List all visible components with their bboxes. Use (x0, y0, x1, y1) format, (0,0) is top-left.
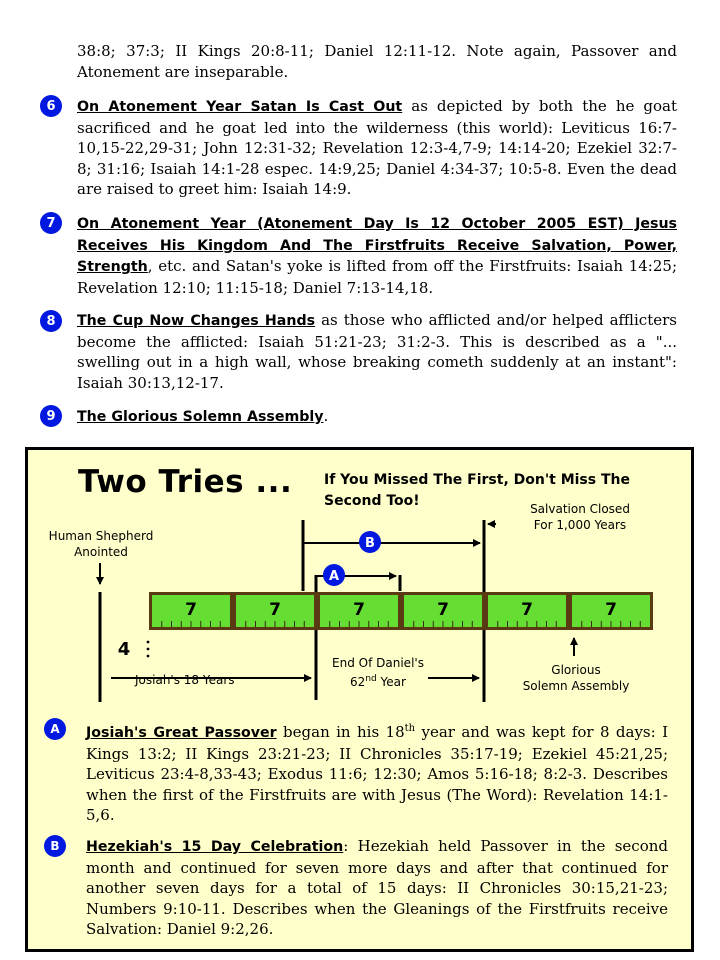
dot (147, 641, 150, 644)
shepherd-label: Human Shepherd Anointed (48, 529, 154, 559)
block-label: 7 (605, 600, 617, 620)
block-label: 7 (437, 600, 449, 620)
intro-paragraph (77, 41, 677, 82)
item-number-badge: 8 (40, 310, 62, 332)
item-text: as depicted by both the he goat sacrificed and he goat led into the wilderness (this world): Leviticus 16:7-10,15-22,29-31; John 12:31-32; Revelation 12:3-4,7-9; 14:14-20; Ezekiel 32:7-8; 31:16; Isaiah 14:1-28 espec. 14:9,25; Daniel 4:34-37; 10:5-8. Even the dead are raised to greet him: Isaiah 14:9. (77, 97, 677, 199)
daniel-year-label: End Of Daniel's 62nd Year (332, 656, 424, 689)
item-heading: On Atonement Year Satan Is Cast Out (77, 99, 403, 115)
item-heading: The Glorious Solemn Assembly (77, 409, 324, 425)
item-number-badge: 7 (40, 212, 62, 234)
item-number-badge: 6 (40, 95, 62, 117)
item-heading: On Atonement Year (Atonement Day Is 12 October 2005 EST) Jesus Receives His Kingdom And The Firstfruits Receive Salvation, Power, Strength (77, 216, 677, 276)
marker-a-label: A (328, 569, 340, 584)
block-label: 7 (353, 600, 365, 620)
item-paragraph (77, 213, 677, 298)
note-a-badge: A (44, 718, 66, 740)
item-number-badge: 9 (40, 405, 62, 427)
item-text: , etc. and Satan's yoke is lifted from off the Firstfruits: Isaiah 14:25; Revelation 12:10; 11:15-18; Daniel 7:13-14,18. (77, 257, 677, 297)
item-paragraph (77, 310, 677, 393)
item-paragraph (77, 406, 677, 428)
block-label: 7 (185, 600, 197, 620)
item-heading: The Cup Now Changes Hands (77, 313, 316, 329)
salvation-closed-label: Salvation Closed For 1,000 Years (530, 502, 630, 532)
marker-b-label: B (365, 536, 375, 551)
diagram-title: Two Tries ... (78, 464, 293, 500)
note-b-paragraph: Hezekiah's 15 Day Celebration: Hezekiah held Passover in the second month and continued for seven more days and after that continued for another seven days for a total of 15 days: II Chronicles 30:15,21-23; Numbers 9:10-11. Describes when the Gleanings of the Firstfruits receive Salvation: Daniel 9:2,26. (86, 837, 668, 939)
item-text: as those who afflicted and/or helped afflicters become the afflicted: Isaiah 51:21-23; 31:2-3. This is described as a "... swelling out in a high wall, whose breaking cometh suddenly at an instant": Isaiah 30:13,12-17. (77, 311, 677, 392)
item-text: . (323, 407, 329, 425)
diagram-subtitle: If You Missed The First, Don't Miss The Second Too! (324, 472, 630, 509)
block-label: 7 (521, 600, 533, 620)
assembly-label: Glorious Solemn Assembly (522, 663, 630, 693)
dot (147, 655, 150, 658)
note-heading: Hezekiah's 15 Day Celebration (86, 839, 344, 855)
josiah-years-label: Josiah's 18 Years (135, 673, 235, 687)
intro-text: 38:8; 37:3; II Kings 20:8-11; Daniel 12:11-12. Note again, Passover and Atonement are inseparable. (77, 42, 677, 81)
dot (147, 648, 150, 651)
four-label: 4 (117, 639, 131, 660)
note-a-paragraph: Josiah's Great Passover began in his 18th year and was kept for 8 days: I Kings 13:2; II Kings 23:21-23; II Chronicles 35:17-19; Ezekiel 45:21,25; Leviticus 23:4-8,33-43; Exodus 11:6; 12:30; Amos 5:16-18; 8:2-3. Describes when the first of the Firstfruits are with Jesus (The Word): Revelation 14:1-5,6. (86, 723, 668, 825)
note-b-badge: B (44, 835, 66, 857)
sevens-blocks (149, 592, 653, 630)
block-label: 7 (269, 600, 281, 620)
note-heading: Josiah's Great Passover (86, 725, 277, 741)
item-paragraph (77, 96, 677, 200)
two-tries-box (25, 447, 694, 952)
